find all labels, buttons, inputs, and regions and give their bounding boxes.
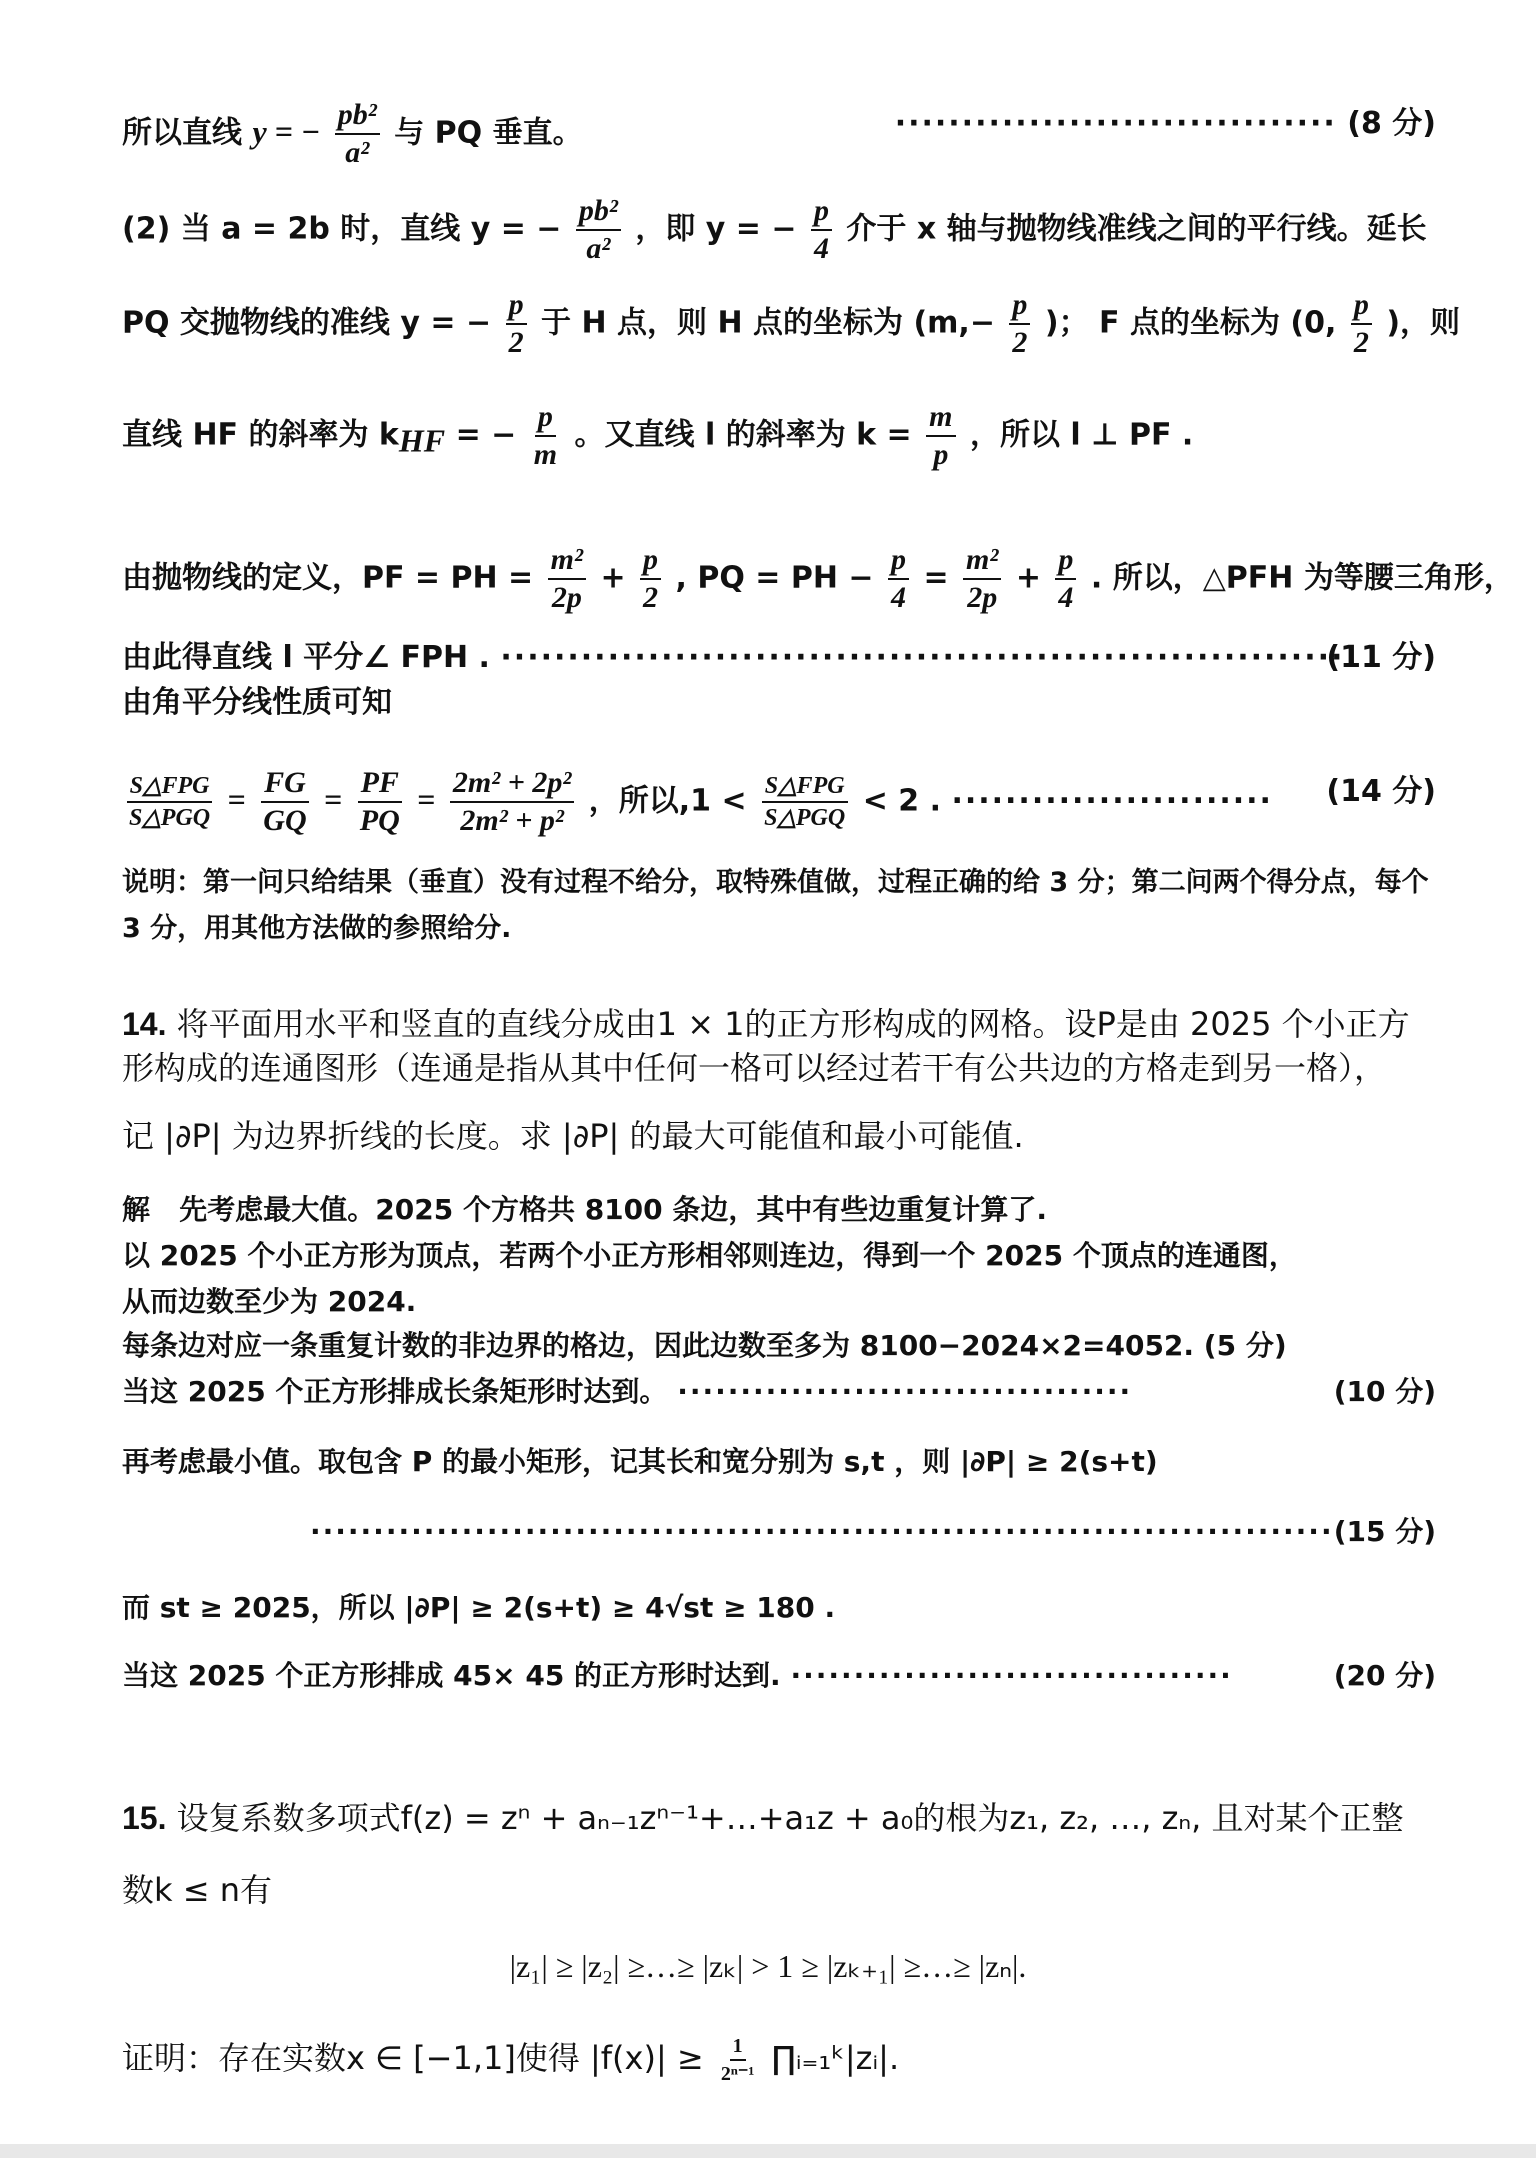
score-mark: (15 分) [1333,1515,1436,1548]
q14-solution: 每条边对应一条重复计数的非边界的格边，因此边数至多为 8100−2024×2=4052. (5 分) [122,1329,1287,1362]
fraction: $\frac{1}{\text{2ⁿ⁻¹}}$ [720,2035,755,2085]
line-bisector-property: 由角平分线性质可知 [122,685,392,720]
fraction: $\frac{PF}{PQ}$ [357,768,403,836]
fraction: $\frac{\text{2m² + 2p²}}{\text{2m² + p²}}$ [450,768,574,836]
fraction: $\frac{p}{2}$ [640,545,661,613]
line-directrix-point: PQ 交抛物线的准线 y = − $\frac{p}{2}$ 于 H 点，则 H 点的坐标为 (m,− $\frac{p}{2}$ )； F 点的坐标为 (0, $\frac{p}{2}$ )，则 [122,288,1461,359]
score-mark: ································· (8 分) [894,106,1436,141]
fraction: $\frac{p}{4}$ [811,196,832,264]
fraction: $\frac{\text{S△FPG}}{\text{S△PGQ}}$ [761,774,848,830]
fraction: $\frac{\text{pb²}}{\text{a²}}$ [576,196,621,264]
line-area-ratio: $\frac{\text{S△FPG}}{\text{S△PGQ}}$ = $\frac{FG}{GQ}$ = $\frac{PF}{PQ}$ = $\frac{\text{2m² + 2p²}}{\text{2m² + p²}}$ ，所以,1 < $\frac{\text{S△FPG}}{\text{S△PGQ}}$ < 2 . ························ [122,768,1436,836]
dot-leader: ················································································· [310,1515,1334,1548]
score-mark: (10 分) [1333,1375,1436,1408]
q14-solution: 当这 2025 个正方形排成长条矩形时达到。 ···································· [122,1375,1133,1408]
q14-statement-cont: 记 |∂P| 为边界折线的长度。求 |∂P| 的最大可能值和最小可能值. [122,1117,1024,1155]
line-slope-hf: 直线 HF 的斜率为 $k_{HF}$ = − $\frac{p}{m}$ 。又直线 l 的斜率为 k = $\frac{m}{p}$ ，所以 l ⊥ PF . [122,400,1194,471]
fraction: $\frac{p}{4}$ [888,545,909,613]
fraction: $\frac{FG}{GQ}$ [260,768,309,836]
fraction: $\frac{m}{p}$ [926,402,955,470]
q14-solution: 再考虑最小值。取包含 P 的最小矩形，记其长和宽分别为 s,t ，则 |∂P| ≥ 2(s+t) [122,1445,1158,1478]
score-mark: (20 分) [1333,1659,1436,1692]
fraction: $\frac{\text{pb²}}{\text{a²}}$ [335,100,380,168]
q14-solution: 解 先考虑最大值。2025 个方格共 8100 条边，其中有些边重复计算了. [122,1193,1048,1226]
score-mark: (14 分) [1326,774,1436,809]
fraction: $\frac{p}{2}$ [1009,290,1030,358]
q14-statement-cont: 形构成的连通图形（连通是指从其中任何一格可以经过若干有公共边的方格走到另一格）， [122,1049,1387,1087]
q15-statement: 15. 设复系数多项式f(z) = zⁿ + aₙ₋₁zⁿ⁻¹+…+a₁z + a₀的根为z₁, z₂, …, zₙ, 且对某个正整 [122,1799,1404,1837]
q14-solution: 以 2025 个小正方形为顶点，若两个小正方形相邻则连边，得到一个 2025 个顶点的连通图， [122,1239,1297,1272]
fraction: $\frac{p}{4}$ [1055,545,1076,613]
q14-solution: 当这 2025 个正方形排成 45× 45 的正方形时达到. ··································· [122,1659,1233,1692]
fraction: $\frac{\text{m²}}{2p}$ [963,545,1001,613]
q15-proof-claim: 证明：存在实数x ∈ [−1,1]使得 |f(x)| ≥ $\frac{1}{\text{2ⁿ⁻¹}}$ ∏ᵢ₌₁ᵏ|zᵢ|. [122,2035,900,2085]
fraction: $\frac{\text{m²}}{2p}$ [548,545,586,613]
fraction: $\frac{\text{S△FPG}}{\text{S△PGQ}}$ [126,774,213,830]
fraction: $\frac{p}{2}$ [1351,290,1372,358]
q14-statement: 14. 将平面用水平和竖直的直线分成由1 × 1的正方形构成的网格。设P是由 2025 个小正方 [122,1005,1410,1043]
q15-statement-cont: 数k ≤ n有 [122,1871,272,1909]
fraction: $\frac{p}{m}$ [533,400,558,471]
q15-inequality: |z₁| ≥ |z₂| ≥…≥ |zₖ| > 1 ≥ |zₖ₊₁| ≥…≥ |zₙ|. [509,1948,1027,1984]
line-parabola-definition: 由抛物线的定义，PF = PH = $\frac{\text{m²}}{2p}$ + $\frac{p}{2}$ , PQ = PH − $\frac{p}{4}$ = $\frac{\text{m²}}{2p}$ + $\frac{p}{4}$ . 所以，△PFH 为等腰三角形， [122,543,1514,614]
q14-solution: 从而边数至少为 2024. [122,1285,417,1318]
scan-edge [0,2144,1536,2158]
line-part2-intro: (2) 当 a = 2b 时，直线 y = − $\frac{\text{pb²}}{\text{a²}}$ ，即 y = − $\frac{p}{4}$ 介于 x 轴与抛物线准线之间的平行线。延长 [122,194,1427,265]
fraction: $\frac{p}{2}$ [506,290,527,358]
grading-note: 说明：第一问只给结果（垂直）没有过程不给分，取特殊值做，过程正确的给 3 分；第二问两个得分点，每个 3 分，用其他方法做的参照给分. [122,867,1429,944]
line-angle-bisector: 由此得直线 l 平分∠ FPH . ······························································· [122,640,1345,675]
q14-solution: 而 st ≥ 2025，所以 |∂P| ≥ 2(s+t) ≥ 4√st ≥ 180 . [122,1591,836,1624]
line-perpendicular-conclusion: 所以直线 y = − $\frac{\text{pb²}}{\text{a²}}$ 与 PQ 垂直。 [122,98,583,169]
score-mark: (11 分) [1326,640,1436,675]
